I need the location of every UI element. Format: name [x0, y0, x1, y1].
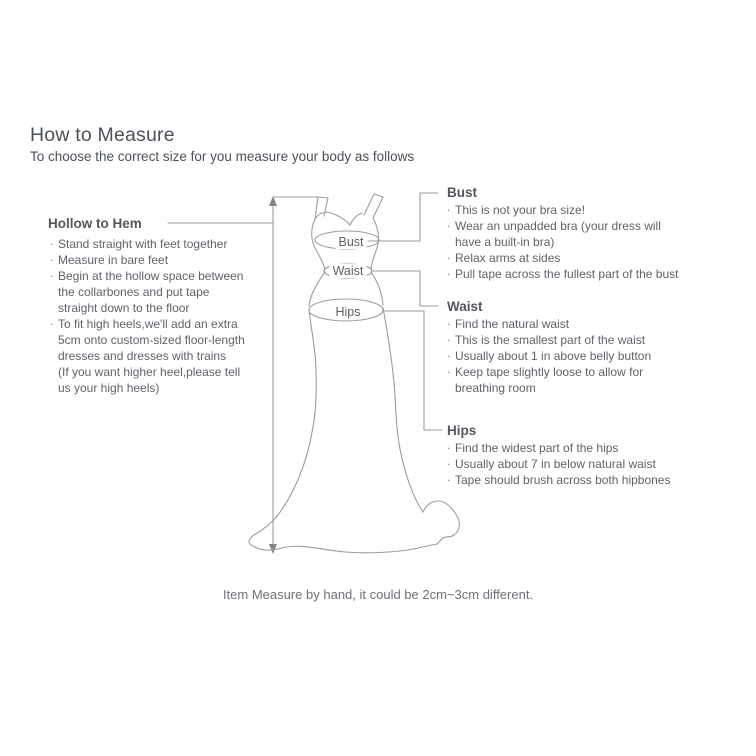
list-item: . Wear an unpadded bra (your dress will — [446, 218, 678, 234]
list-item: have a built-in bra) — [455, 235, 555, 249]
waist-to-hip-right — [371, 272, 383, 305]
list-item: straight down to the floor — [58, 301, 190, 315]
list-item: us your high heels) — [58, 381, 160, 395]
list-item: breathing room — [455, 381, 536, 395]
hem-line — [253, 544, 437, 553]
sweetheart-neckline — [315, 212, 362, 225]
list-item: the collarbones and put tape — [58, 285, 210, 299]
skirt-right-edge — [383, 308, 423, 512]
hips-heading: Hips — [447, 423, 477, 438]
bust-heading: Bust — [447, 185, 477, 200]
hips-list — [446, 440, 670, 488]
list-item: dresses and dresses with trains — [58, 349, 227, 363]
right-strap — [364, 194, 383, 218]
list-item: . Find the natural waist — [446, 316, 651, 332]
list-item: . Usually about 1 in above belly button — [446, 348, 651, 364]
hollow-to-hem-heading: Hollow to Hem — [48, 216, 142, 231]
train-lobe — [423, 501, 459, 544]
waist-list — [446, 316, 651, 396]
waist-to-hip-left — [309, 272, 325, 306]
page-subtitle: To choose the correct size for you measure your body as follows — [30, 149, 415, 164]
list-item: . Begin at the hollow space between — [49, 268, 245, 284]
hollow-to-hem-list — [49, 236, 245, 396]
list-item: . Relax arms at sides — [446, 250, 678, 266]
waist-connector-line — [372, 271, 438, 306]
list-item: . Pull tape across the fullest part of the bust — [446, 266, 678, 282]
list-item: . Usually about 7 in below natural waist — [446, 456, 670, 472]
dress-label-waist: Waist — [330, 264, 367, 278]
measure-disclaimer: Item Measure by hand, it could be 2cm~3cm different. — [222, 587, 534, 602]
list-item: (If you want higher heel,please tell — [58, 365, 241, 379]
hips-connector-line — [383, 311, 442, 430]
list-item: . This is not your bra size! — [446, 202, 678, 218]
list-item: . Tape should brush across both hipbones — [446, 472, 670, 488]
list-item: . Keep tape slightly loose to allow for — [446, 364, 651, 380]
left-strap — [315, 197, 328, 219]
list-item: 5cm onto custom-sized floor-length — [58, 333, 245, 347]
list-item: . Find the widest part of the hips — [446, 440, 670, 456]
skirt-left-edge — [249, 309, 316, 546]
list-item: . To fit high heels,we'll add an extra — [49, 316, 245, 332]
list-item: . Stand straight with feet together — [49, 236, 245, 252]
dress-label-hips: Hips — [332, 305, 363, 319]
bust-list — [446, 202, 678, 282]
list-item: . This is the smallest part of the waist — [446, 332, 651, 348]
waist-heading: Waist — [447, 299, 483, 314]
page-title: How to Measure — [30, 124, 175, 146]
dress-label-bust: Bust — [335, 235, 366, 249]
list-item: . Measure in bare feet — [49, 252, 245, 268]
